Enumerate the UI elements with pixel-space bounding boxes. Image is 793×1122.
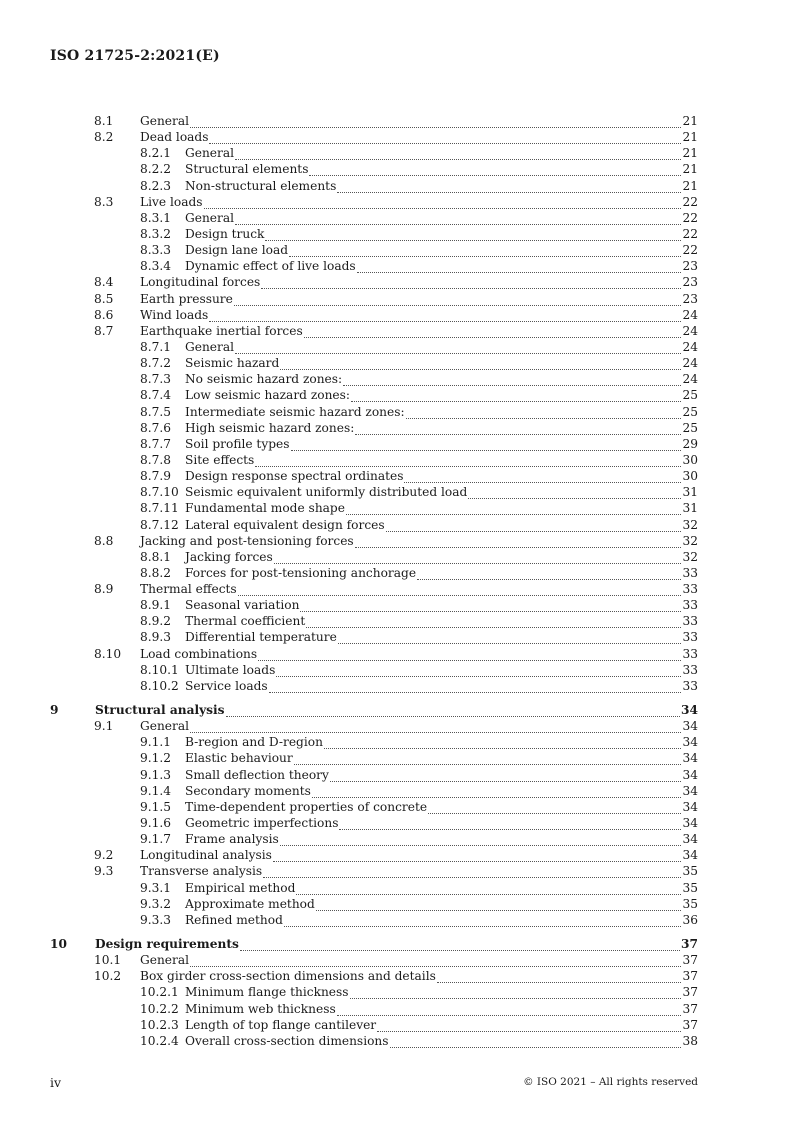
toc-entry-number: 9.1.3 bbox=[140, 767, 172, 782]
toc-entry-title: Wind loads bbox=[140, 307, 209, 322]
toc-entry[interactable] bbox=[94, 291, 698, 307]
toc-entry[interactable] bbox=[140, 210, 698, 226]
toc-entry-number: 8.3.4 bbox=[140, 259, 172, 274]
toc-entry-page: 30 bbox=[682, 452, 698, 467]
toc-entry-title: Earth pressure bbox=[140, 291, 233, 306]
toc-dot-leader bbox=[255, 455, 681, 467]
toc-entry-number: 8.3.1 bbox=[140, 210, 172, 225]
toc-entry-page: 36 bbox=[682, 912, 698, 927]
toc-entry-page: 21 bbox=[682, 162, 698, 177]
toc-entry[interactable] bbox=[94, 581, 698, 597]
toc-entry-title: Length of top flange cantilever bbox=[185, 1017, 377, 1032]
toc-entry-page: 34 bbox=[682, 735, 698, 750]
toc-entry-page: 31 bbox=[682, 485, 698, 500]
toc-dot-leader bbox=[235, 213, 681, 225]
toc-entry-number: 10.2.3 bbox=[140, 1017, 179, 1032]
toc-entry[interactable] bbox=[140, 468, 698, 484]
toc-entry-number: 8.1 bbox=[94, 114, 114, 128]
toc-entry-title: Design requirements bbox=[95, 937, 239, 951]
toc-entry[interactable] bbox=[140, 880, 698, 896]
toc-entry-page: 34 bbox=[682, 783, 698, 798]
toc-entry-page: 33 bbox=[682, 582, 698, 597]
toc-dot-leader bbox=[294, 753, 682, 765]
toc-entry-title: Jacking and post-tensioning forces bbox=[140, 533, 354, 548]
toc-entry-title: Thermal coefficient bbox=[185, 614, 306, 629]
toc-entry-title: Elastic behaviour bbox=[185, 751, 293, 766]
toc-entry[interactable] bbox=[140, 613, 698, 629]
toc-entry-page: 32 bbox=[682, 517, 698, 532]
toc-dot-leader bbox=[306, 616, 681, 628]
toc-dot-leader bbox=[338, 632, 682, 644]
toc-entry-page: 34 bbox=[682, 767, 698, 782]
toc-entry-number: 8.7.5 bbox=[140, 404, 172, 419]
toc-entry-title: Design lane load bbox=[185, 243, 289, 258]
toc-entry-title: Minimum flange thickness bbox=[185, 985, 349, 1000]
toc-dot-leader bbox=[273, 850, 682, 862]
toc-entry[interactable] bbox=[140, 161, 698, 177]
toc-entry-number: 9.1 bbox=[94, 719, 114, 734]
toc-entry-page: 23 bbox=[682, 291, 698, 306]
toc-entry-page: 37 bbox=[682, 1001, 698, 1016]
toc-entry[interactable] bbox=[94, 113, 698, 129]
toc-entry-page: 21 bbox=[682, 130, 698, 145]
document-id-header: ISO 21725-2:2021(E) bbox=[50, 48, 220, 64]
toc-dot-leader bbox=[274, 552, 682, 564]
toc-entry-number: 10.1 bbox=[94, 953, 122, 968]
toc-entry-page: 33 bbox=[682, 598, 698, 613]
toc-entry-title: Live loads bbox=[140, 194, 203, 209]
toc-entry-page: 32 bbox=[682, 549, 698, 564]
toc-entry[interactable] bbox=[94, 718, 698, 734]
toc-dot-leader bbox=[263, 866, 681, 878]
toc-entry[interactable] bbox=[140, 145, 698, 161]
toc-entry-page: 25 bbox=[682, 404, 698, 419]
toc-entry-number: 8.7.12 bbox=[140, 517, 179, 532]
toc-entry-page: 25 bbox=[682, 420, 698, 435]
toc-dot-leader bbox=[291, 439, 682, 451]
toc-entry-number: 10 bbox=[50, 937, 67, 951]
footer-copyright: © ISO 2021 – All rights reserved bbox=[523, 1076, 698, 1088]
toc-entry-page: 22 bbox=[682, 243, 698, 258]
toc-entry-title: Design truck bbox=[185, 226, 265, 241]
toc-entry-title: Soil profile types bbox=[185, 436, 290, 451]
toc-dot-leader bbox=[346, 503, 682, 515]
toc-entry-page: 33 bbox=[682, 662, 698, 677]
toc-dot-leader bbox=[437, 971, 682, 983]
toc-entry[interactable] bbox=[140, 436, 698, 452]
toc-entry[interactable] bbox=[140, 678, 698, 694]
toc-entry[interactable] bbox=[140, 258, 698, 274]
toc-dot-leader bbox=[351, 390, 681, 402]
toc-entry[interactable] bbox=[94, 274, 698, 290]
toc-entry-number: 8.9.3 bbox=[140, 630, 172, 645]
toc-entry-number: 9.1.6 bbox=[140, 816, 172, 831]
toc-entry[interactable] bbox=[140, 597, 698, 613]
toc-entry-page: 21 bbox=[682, 178, 698, 193]
toc-entry-page: 24 bbox=[682, 356, 698, 371]
toc-entry-number: 10.2.1 bbox=[140, 985, 179, 1000]
toc-entry[interactable] bbox=[50, 702, 698, 718]
toc-dot-leader bbox=[428, 802, 681, 814]
toc-dot-leader bbox=[280, 358, 681, 370]
toc-entry-page: 33 bbox=[682, 565, 698, 580]
toc-dot-leader bbox=[209, 310, 681, 322]
toc-entry-number: 8.7.10 bbox=[140, 485, 179, 500]
toc-entry-number: 8.7.3 bbox=[140, 372, 172, 387]
toc-entry[interactable] bbox=[140, 629, 698, 645]
toc-entry-page: 22 bbox=[682, 210, 698, 225]
toc-entry-page: 35 bbox=[682, 896, 698, 911]
toc-entry-title: Dynamic effect of live loads bbox=[185, 259, 356, 274]
toc-dot-leader bbox=[269, 681, 682, 693]
toc-dot-leader bbox=[280, 834, 682, 846]
toc-entry-number: 8.2.2 bbox=[140, 162, 172, 177]
toc-dot-leader bbox=[337, 181, 681, 193]
toc-entry-title: Dead loads bbox=[140, 130, 209, 145]
toc-entry-title: Box girder cross-section dimensions and details bbox=[140, 969, 436, 984]
toc-entry[interactable] bbox=[94, 863, 698, 879]
toc-entry[interactable] bbox=[140, 452, 698, 468]
toc-entry-title: Longitudinal forces bbox=[140, 275, 261, 290]
toc-entry[interactable] bbox=[94, 194, 698, 210]
toc-dot-leader bbox=[190, 116, 681, 128]
toc-entry-number: 10.2.4 bbox=[140, 1033, 179, 1048]
toc-dot-leader bbox=[324, 737, 682, 749]
toc-dot-leader bbox=[377, 1020, 681, 1032]
toc-entry[interactable] bbox=[140, 226, 698, 242]
toc-entry[interactable] bbox=[140, 404, 698, 420]
toc-entry[interactable] bbox=[94, 533, 698, 549]
toc-entry-title: Forces for post-tensioning anchorage bbox=[185, 565, 417, 580]
toc-entry[interactable] bbox=[140, 662, 698, 678]
toc-entry-title: Lateral equivalent design forces bbox=[185, 517, 385, 532]
toc-entry-page: 23 bbox=[682, 259, 698, 274]
toc-entry-page: 38 bbox=[682, 1033, 698, 1048]
toc-entry-page: 34 bbox=[682, 719, 698, 734]
toc-entry-number: 8.10.2 bbox=[140, 678, 179, 693]
toc-entry-number: 8.8 bbox=[94, 533, 114, 548]
toc-entry-number: 8.9.2 bbox=[140, 614, 172, 629]
toc-dot-leader bbox=[300, 600, 681, 612]
toc-entry-title: Intermediate seismic hazard zones: bbox=[185, 404, 405, 419]
toc-dot-leader bbox=[309, 164, 681, 176]
toc-entry-page: 25 bbox=[682, 388, 698, 403]
footer-page-number: iv bbox=[50, 1075, 62, 1090]
toc-dot-leader bbox=[265, 229, 681, 241]
toc-entry[interactable] bbox=[140, 1033, 698, 1049]
toc-dot-leader bbox=[468, 487, 681, 499]
toc-entry[interactable] bbox=[140, 799, 698, 815]
toc-entry-number: 9.1.1 bbox=[140, 735, 172, 750]
toc-entry[interactable] bbox=[50, 936, 698, 952]
toc-entry[interactable] bbox=[140, 517, 698, 533]
toc-entry-title: Low seismic hazard zones: bbox=[185, 388, 350, 403]
toc-entry-number: 8.8.1 bbox=[140, 549, 172, 564]
toc-entry-title: Frame analysis bbox=[185, 832, 279, 847]
toc-entry-title: Jacking forces bbox=[185, 549, 273, 564]
toc-entry[interactable] bbox=[140, 1017, 698, 1033]
toc-entry[interactable] bbox=[94, 847, 698, 863]
toc-entry[interactable] bbox=[140, 1001, 698, 1017]
toc-entry-title: Service loads bbox=[185, 678, 268, 693]
toc-entry[interactable] bbox=[140, 339, 698, 355]
toc-dot-leader bbox=[355, 536, 682, 548]
toc-entry-number: 8.3.3 bbox=[140, 243, 172, 258]
toc-entry-number: 8.2.3 bbox=[140, 178, 172, 193]
toc-entry-page: 22 bbox=[682, 226, 698, 241]
toc-entry[interactable] bbox=[140, 178, 698, 194]
toc-entry[interactable] bbox=[94, 646, 698, 662]
toc-entry-page: 23 bbox=[682, 275, 698, 290]
toc-dot-leader bbox=[238, 584, 682, 596]
toc-entry-title: Earthquake inertial forces bbox=[140, 323, 303, 338]
toc-entry-number: 8.4 bbox=[94, 275, 114, 290]
toc-entry-number: 10.2.2 bbox=[140, 1001, 179, 1016]
toc-entry-number: 8.10.1 bbox=[140, 662, 179, 677]
toc-entry-title: Approximate method bbox=[185, 896, 315, 911]
toc-entry-number: 9.3.2 bbox=[140, 896, 172, 911]
toc-entry[interactable] bbox=[140, 420, 698, 436]
toc-entry-page: 24 bbox=[682, 307, 698, 322]
toc-entry[interactable] bbox=[140, 984, 698, 1000]
toc-dot-leader bbox=[406, 407, 682, 419]
toc-entry-page: 33 bbox=[682, 614, 698, 629]
toc-entry-number: 8.10 bbox=[94, 646, 122, 661]
toc-entry-title: B-region and D-region bbox=[185, 735, 323, 750]
toc-entry-title: General bbox=[140, 114, 189, 128]
toc-dot-leader bbox=[339, 818, 681, 830]
toc-dot-leader bbox=[357, 261, 682, 273]
toc-entry-page: 24 bbox=[682, 323, 698, 338]
toc-dot-leader bbox=[276, 665, 681, 677]
toc-dot-leader bbox=[404, 471, 681, 483]
toc-dot-leader bbox=[258, 649, 681, 661]
toc-entry-number: 9.2 bbox=[94, 848, 114, 863]
toc-dot-leader bbox=[390, 1036, 682, 1048]
toc-entry-number: 8.7.8 bbox=[140, 452, 172, 467]
toc-entry-page: 29 bbox=[682, 436, 698, 451]
toc-entry-page: 34 bbox=[682, 848, 698, 863]
toc-entry-title: General bbox=[185, 339, 234, 354]
toc-entry[interactable] bbox=[140, 783, 698, 799]
toc-entry-page: 35 bbox=[682, 864, 698, 879]
toc-entry[interactable] bbox=[140, 371, 698, 387]
toc-entry-title: Seismic equivalent uniformly distributed load bbox=[185, 485, 468, 500]
toc-entry-page: 37 bbox=[682, 985, 698, 1000]
toc-entry-number: 8.8.2 bbox=[140, 565, 172, 580]
toc-dot-leader bbox=[289, 245, 681, 257]
toc-entry-title: General bbox=[185, 146, 234, 161]
toc-entry-title: Site effects bbox=[185, 452, 255, 467]
toc-entry-number: 8.7 bbox=[94, 323, 114, 338]
toc-entry-title: Fundamental mode shape bbox=[185, 501, 345, 516]
toc-entry[interactable] bbox=[94, 307, 698, 323]
toc-entry[interactable] bbox=[140, 484, 698, 500]
toc-entry-page: 37 bbox=[682, 969, 698, 984]
toc-entry[interactable] bbox=[140, 242, 698, 258]
toc-entry-number: 8.3.2 bbox=[140, 226, 172, 241]
toc-entry-number: 8.6 bbox=[94, 307, 114, 322]
toc-entry-page: 34 bbox=[682, 799, 698, 814]
toc-entry-title: Overall cross-section dimensions bbox=[185, 1033, 389, 1048]
toc-entry-number: 8.7.7 bbox=[140, 436, 172, 451]
toc-entry[interactable] bbox=[94, 129, 698, 145]
toc-entry[interactable] bbox=[140, 565, 698, 581]
toc-entry[interactable] bbox=[140, 896, 698, 912]
toc-entry-number: 9.3 bbox=[94, 864, 114, 879]
toc-dot-leader bbox=[261, 277, 681, 289]
toc-entry-title: Transverse analysis bbox=[140, 864, 263, 879]
toc-entry-title: Ultimate loads bbox=[185, 662, 276, 677]
toc-entry-page: 30 bbox=[682, 469, 698, 484]
toc-entry-title: Time-dependent properties of concrete bbox=[185, 799, 428, 814]
toc-entry-number: 8.7.6 bbox=[140, 420, 172, 435]
toc-entry-title: Structural elements bbox=[185, 162, 309, 177]
toc-entry[interactable] bbox=[140, 355, 698, 371]
toc-entry-title: Longitudinal analysis bbox=[140, 848, 272, 863]
toc-entry-page: 32 bbox=[682, 533, 698, 548]
toc-entry-number: 10.2 bbox=[94, 969, 122, 984]
toc-entry-number: 8.7.1 bbox=[140, 339, 172, 354]
toc-entry-title: Empirical method bbox=[185, 880, 296, 895]
toc-entry[interactable] bbox=[140, 831, 698, 847]
toc-dot-leader bbox=[235, 148, 681, 160]
toc-dot-leader bbox=[240, 939, 680, 951]
toc-entry-number: 8.5 bbox=[94, 291, 114, 306]
toc-dot-leader bbox=[330, 770, 682, 782]
toc-entry-number: 9.3.3 bbox=[140, 912, 172, 927]
toc-entry-title: Small deflection theory bbox=[185, 767, 329, 782]
toc-entry-number: 9.1.2 bbox=[140, 751, 172, 766]
toc-entry-number: 9.1.4 bbox=[140, 783, 172, 798]
toc-entry-page: 34 bbox=[682, 832, 698, 847]
toc-entry[interactable] bbox=[140, 767, 698, 783]
toc-entry-title: Thermal effects bbox=[140, 582, 237, 597]
toc-entry-page: 24 bbox=[682, 372, 698, 387]
toc-entry[interactable] bbox=[140, 815, 698, 831]
toc-entry-title: Seasonal variation bbox=[185, 598, 300, 613]
toc-entry-page: 37 bbox=[681, 937, 698, 951]
toc-dot-leader bbox=[343, 374, 681, 386]
toc-entry-number: 9.1.7 bbox=[140, 832, 172, 847]
toc-dot-leader bbox=[284, 915, 682, 927]
toc-entry-page: 33 bbox=[682, 630, 698, 645]
toc-entry-title: Geometric imperfections bbox=[185, 816, 339, 831]
toc-entry-number: 8.2.1 bbox=[140, 146, 172, 161]
toc-dot-leader bbox=[386, 520, 682, 532]
toc-entry-page: 33 bbox=[682, 646, 698, 661]
toc-dot-leader bbox=[316, 899, 682, 911]
toc-entry-page: 34 bbox=[682, 751, 698, 766]
toc-dot-leader bbox=[304, 326, 682, 338]
toc-entry-number: 8.7.11 bbox=[140, 501, 179, 516]
toc-dot-leader bbox=[209, 132, 681, 144]
toc-entry-title: High seismic hazard zones: bbox=[185, 420, 355, 435]
toc-entry-title: Differential temperature bbox=[185, 630, 337, 645]
toc-dot-leader bbox=[234, 294, 682, 306]
toc-entry-title: Structural analysis bbox=[95, 703, 225, 718]
toc-dot-leader bbox=[190, 721, 681, 733]
toc-entry-title: Seismic hazard bbox=[185, 356, 280, 371]
toc-entry-number: 9.3.1 bbox=[140, 880, 172, 895]
toc-entry-title: General bbox=[185, 210, 234, 225]
toc-entry-number: 8.7.4 bbox=[140, 388, 172, 403]
toc-entry-title: Design response spectral ordinates bbox=[185, 469, 404, 484]
toc-entry-title: General bbox=[140, 953, 189, 968]
toc-entry-title: Load combinations bbox=[140, 646, 258, 661]
toc-entry-title: Refined method bbox=[185, 912, 283, 927]
toc-dot-leader bbox=[226, 705, 680, 717]
toc-entry-page: 22 bbox=[682, 194, 698, 209]
toc-entry-title: Secondary moments bbox=[185, 783, 311, 798]
toc-dot-leader bbox=[355, 423, 681, 435]
toc-entry-number: 8.7.9 bbox=[140, 469, 172, 484]
toc-entry-number: 9.1.5 bbox=[140, 799, 172, 814]
toc-entry[interactable] bbox=[140, 500, 698, 516]
toc-entry-number: 8.7.2 bbox=[140, 356, 172, 371]
toc-entry-page: 21 bbox=[682, 114, 698, 128]
toc-dot-leader bbox=[235, 342, 681, 354]
toc-entry-page: 31 bbox=[682, 501, 698, 516]
toc-entry-number: 8.9.1 bbox=[140, 598, 172, 613]
toc-entry-title: Non-structural elements bbox=[185, 178, 337, 193]
toc-entry-number: 8.2 bbox=[94, 130, 114, 145]
toc-entry[interactable] bbox=[140, 912, 698, 928]
toc-entry-page: 24 bbox=[682, 339, 698, 354]
toc-entry-page: 21 bbox=[682, 146, 698, 161]
toc-dot-leader bbox=[312, 786, 682, 798]
toc-entry[interactable] bbox=[140, 734, 698, 750]
toc-entry[interactable] bbox=[140, 750, 698, 766]
toc-entry[interactable] bbox=[94, 323, 698, 339]
toc-entry-page: 35 bbox=[682, 880, 698, 895]
toc-entry-page: 33 bbox=[682, 678, 698, 693]
toc-entry[interactable] bbox=[140, 549, 698, 565]
toc-entry-page: 37 bbox=[682, 953, 698, 968]
toc-dot-leader bbox=[337, 1004, 682, 1016]
toc-dot-leader bbox=[204, 197, 682, 209]
toc-dot-leader bbox=[296, 883, 681, 895]
toc-dot-leader bbox=[190, 955, 681, 967]
toc-entry-title: General bbox=[140, 719, 189, 734]
toc-dot-leader bbox=[417, 568, 681, 580]
toc-entry[interactable] bbox=[94, 968, 698, 984]
toc-entry-title: Minimum web thickness bbox=[185, 1001, 336, 1016]
toc-entry-number: 8.9 bbox=[94, 582, 114, 597]
toc-entry-title: No seismic hazard zones: bbox=[185, 372, 343, 387]
toc-entry-page: 34 bbox=[681, 703, 698, 718]
toc-entry-page: 34 bbox=[682, 816, 698, 831]
toc-entry[interactable] bbox=[140, 387, 698, 403]
toc-entry-number: 8.3 bbox=[94, 194, 114, 209]
toc-entry-number: 9 bbox=[50, 703, 59, 718]
toc-entry-page: 37 bbox=[682, 1017, 698, 1032]
toc-dot-leader bbox=[350, 987, 682, 999]
toc-entry[interactable] bbox=[94, 952, 698, 968]
